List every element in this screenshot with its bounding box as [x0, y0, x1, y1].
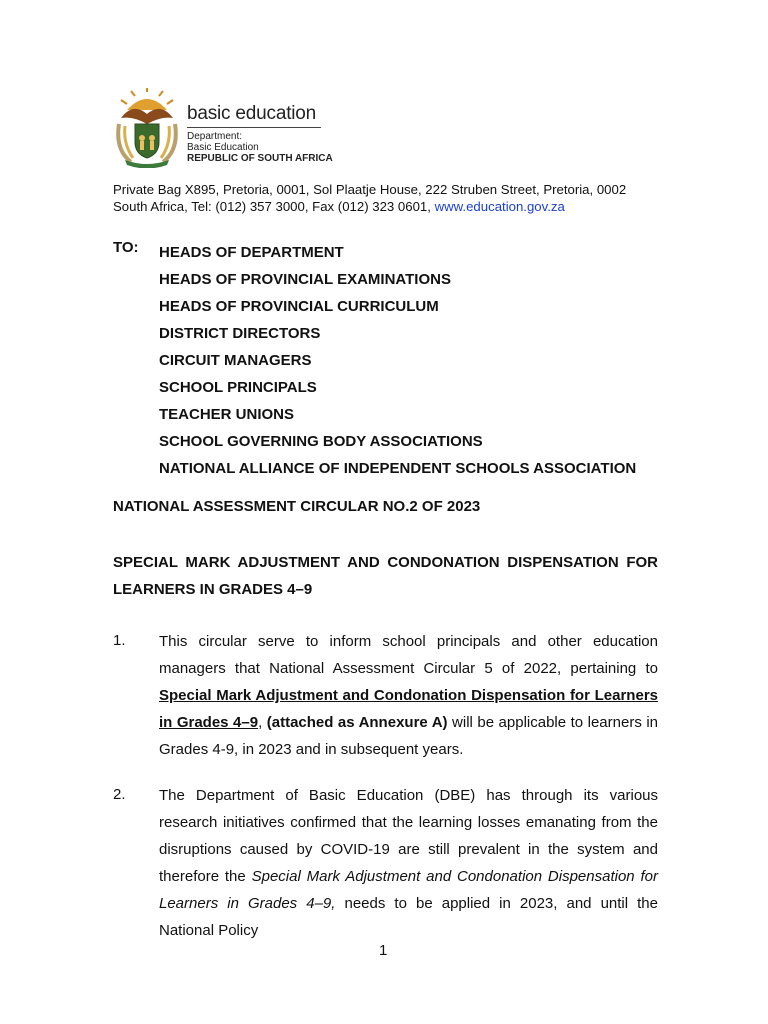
country-name: REPUBLIC OF SOUTH AFRICA — [187, 153, 333, 164]
paragraph-2 — [159, 782, 658, 944]
page-number: 1 — [379, 942, 388, 959]
circular-number: NATIONAL ASSESSMENT CIRCULAR NO.2 OF 2023 — [113, 498, 481, 515]
recipient-item: HEADS OF PROVINCIAL EXAMINATIONS — [159, 271, 451, 288]
brand-title: basic education — [187, 103, 317, 124]
address-block — [113, 181, 653, 215]
brand-divider — [187, 127, 321, 128]
department-line1: Department: — [187, 131, 243, 142]
coat-of-arms-logo — [113, 88, 181, 168]
recipient-item: HEADS OF DEPARTMENT — [159, 244, 344, 261]
paragraph-text: , — [258, 714, 267, 731]
recipient-item: SCHOOL GOVERNING BODY ASSOCIATIONS — [159, 433, 483, 450]
paragraph-number: 2. — [113, 786, 126, 803]
brand-block — [187, 103, 333, 164]
coat-of-arms-icon — [113, 88, 181, 168]
recipient-item: NATIONAL ALLIANCE OF INDEPENDENT SCHOOLS ASSOCIATION — [159, 460, 637, 477]
recipient-item: HEADS OF PROVINCIAL CURRICULUM — [159, 298, 439, 315]
paragraph-1 — [159, 628, 658, 763]
annexure-title: Special Mark Adjustment and Condonation Dispensation for Learners in Grades 4–9 — [159, 687, 658, 731]
subject-heading: SPECIAL MARK ADJUSTMENT AND CONDONATION DISPENSATION FOR LEARNERS IN GRADES 4–9 — [113, 554, 658, 598]
recipient-item: SCHOOL PRINCIPALS — [159, 379, 317, 396]
paragraph-text: The Department of Basic Education (DBE) has through its various research initiatives confirmed that the learning losses emanating from the disruptions caused by COVID-19 are still prevalent in the system and therefore the — [159, 787, 658, 885]
to-label: TO: — [113, 239, 139, 256]
recipient-item: DISTRICT DIRECTORS — [159, 325, 321, 342]
paragraph-number: 1. — [113, 632, 126, 649]
address-text: Private Bag X895, Pretoria, 0001, Sol Plaatje House, 222 Struben Street, Pretoria, 0002 South Africa, Tel: (012) 357 3000, Fax (012) 323 0601, — [113, 182, 627, 214]
department-line2: Basic Education — [187, 142, 259, 153]
paragraph-text: needs to be applied in 2023, and until the National Policy — [159, 895, 658, 939]
recipient-item: CIRCUIT MANAGERS — [159, 352, 312, 369]
annexure-reference: (attached as Annexure A) — [266, 714, 448, 731]
recipient-item: TEACHER UNIONS — [159, 406, 295, 423]
dispensation-title: Special Mark Adjustment and Condonation Dispensation for Learners in Grades 4–9, — [159, 868, 658, 912]
paragraph-text: will be applicable to learners in Grades 4-9, in 2023 and in subsequent years. — [159, 714, 659, 758]
website-link[interactable]: www.education.gov.za — [434, 199, 565, 214]
recipient-list — [159, 239, 636, 482]
paragraph-text: This circular serve to inform school principals and other education managers that National Assessment Circular 5 of 2022, pertaining to — [159, 633, 658, 677]
